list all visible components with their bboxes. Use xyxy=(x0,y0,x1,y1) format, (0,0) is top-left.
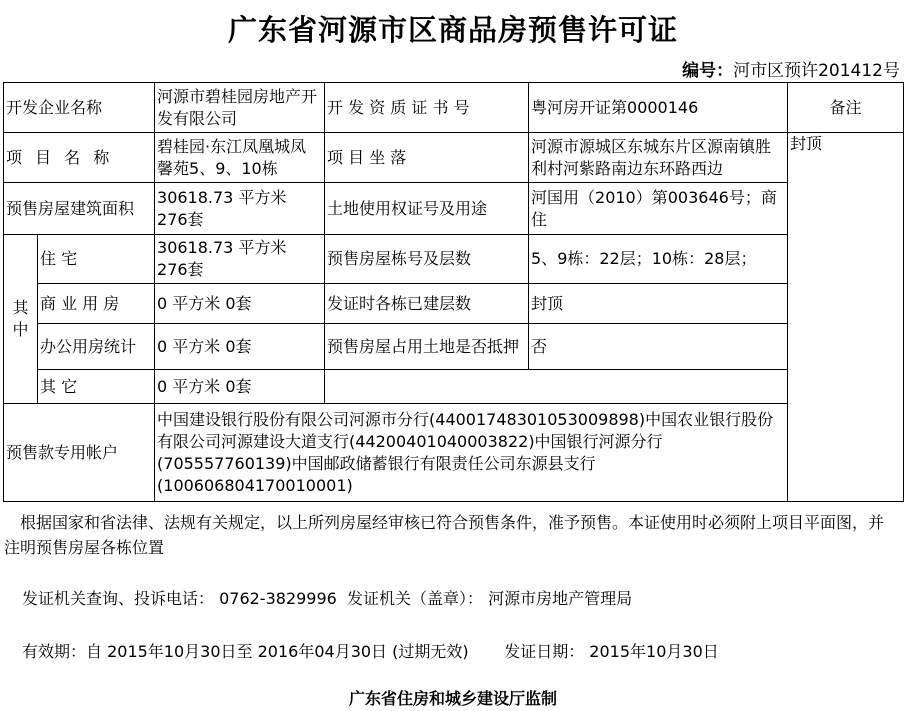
project-name-label: 项 目 名 称 xyxy=(4,133,155,183)
buildings-floors-value: 5、9栋：22层；10栋：28层； xyxy=(529,235,788,284)
validity-line: 有效期：自 2015年10月30日至 2016年04月30日 (过期无效) 发证日期： 2015年10月30日 xyxy=(22,642,719,661)
built-floors-label: 发证时各栋已建层数 xyxy=(325,284,529,324)
commercial-label: 商 业 用 房 xyxy=(38,284,155,324)
certificate-number xyxy=(682,56,900,81)
commercial-value: 0 平方米 0套 xyxy=(155,284,325,324)
empty-cell xyxy=(325,370,788,404)
land-cert-label: 土地使用权证号及用途 xyxy=(325,183,529,235)
footer-supervisor: 广东省住房和城乡建设厅监制 xyxy=(348,689,557,708)
project-name-value: 碧桂园·东江凤凰城凤馨苑5、9、10栋 xyxy=(155,133,325,183)
table-row xyxy=(4,235,904,284)
page-title: 广东省河源市区商品房预售许可证 xyxy=(227,13,678,47)
statement-paragraph: 根据国家和省法律、法规有关规定，以上所列房屋经审核已符合预售条件，准予预售。本证使用时必须附上项目平面图，并注明预售房屋各栋位置 xyxy=(4,513,885,557)
qualification-value: 粤河房开证第0000146 xyxy=(529,83,788,133)
certificate-number-label: 编号： xyxy=(682,61,734,81)
land-cert-value: 河国用（2010）第003646号；商住 xyxy=(529,183,788,235)
of-which-char-2: 中 xyxy=(12,320,29,339)
account-value: 中国建设银行股份有限公司河源市分行(44001748301053009898)中国农业银行股份有限公司河源建设大道支行(44200401040003822)中国银行河源分行(705557760139)中国邮政储蓄银行有限责任公司东源县支行(100606804170010001) xyxy=(155,404,788,502)
remark-value: 封顶 xyxy=(788,133,904,502)
land-mortgage-value: 否 xyxy=(529,324,788,370)
presale-area-value: 30618.73 平方米 276套 xyxy=(155,183,325,235)
land-mortgage-label: 预售房屋占用土地是否抵押 xyxy=(325,324,529,370)
table-row xyxy=(4,404,904,502)
project-location-value: 河源市源城区东城东片区源南镇胜利村河紫路南边东环路西边 xyxy=(529,133,788,183)
buildings-floors-label: 预售房屋栋号及层数 xyxy=(325,235,529,284)
developer-label: 开发企业名称 xyxy=(4,83,155,133)
residential-label: 住 宅 xyxy=(38,235,155,284)
table-row xyxy=(4,324,904,370)
table-row xyxy=(4,133,904,183)
of-which-label xyxy=(4,235,38,404)
developer-value: 河源市碧桂园房地产开发有限公司 xyxy=(155,83,325,133)
table-row xyxy=(4,284,904,324)
table-row xyxy=(4,183,904,235)
built-floors-value: 封顶 xyxy=(529,284,788,324)
other-value: 0 平方米 0套 xyxy=(155,370,325,404)
residential-value: 30618.73 平方米 276套 xyxy=(155,235,325,284)
office-value: 0 平方米 0套 xyxy=(155,324,325,370)
permit-table xyxy=(3,82,904,502)
account-label: 预售款专用帐户 xyxy=(4,404,155,502)
other-label: 其 它 xyxy=(38,370,155,404)
office-label: 办公用房统计 xyxy=(38,324,155,370)
table-row xyxy=(4,83,904,133)
certificate-number-value: 河市区预许201412号 xyxy=(733,61,900,81)
project-location-label: 项 目 坐 落 xyxy=(325,133,529,183)
table-row xyxy=(4,370,904,404)
presale-area-label: 预售房屋建筑面积 xyxy=(4,183,155,235)
contact-line: 发证机关查询、投诉电话： 0762-3829996 发证机关（盖章）： 河源市房地产管理局 xyxy=(22,589,633,608)
remark-label: 备注 xyxy=(788,83,904,133)
of-which-char-1: 其 xyxy=(12,298,29,317)
qualification-label: 开 发 资 质 证 书 号 xyxy=(325,83,529,133)
